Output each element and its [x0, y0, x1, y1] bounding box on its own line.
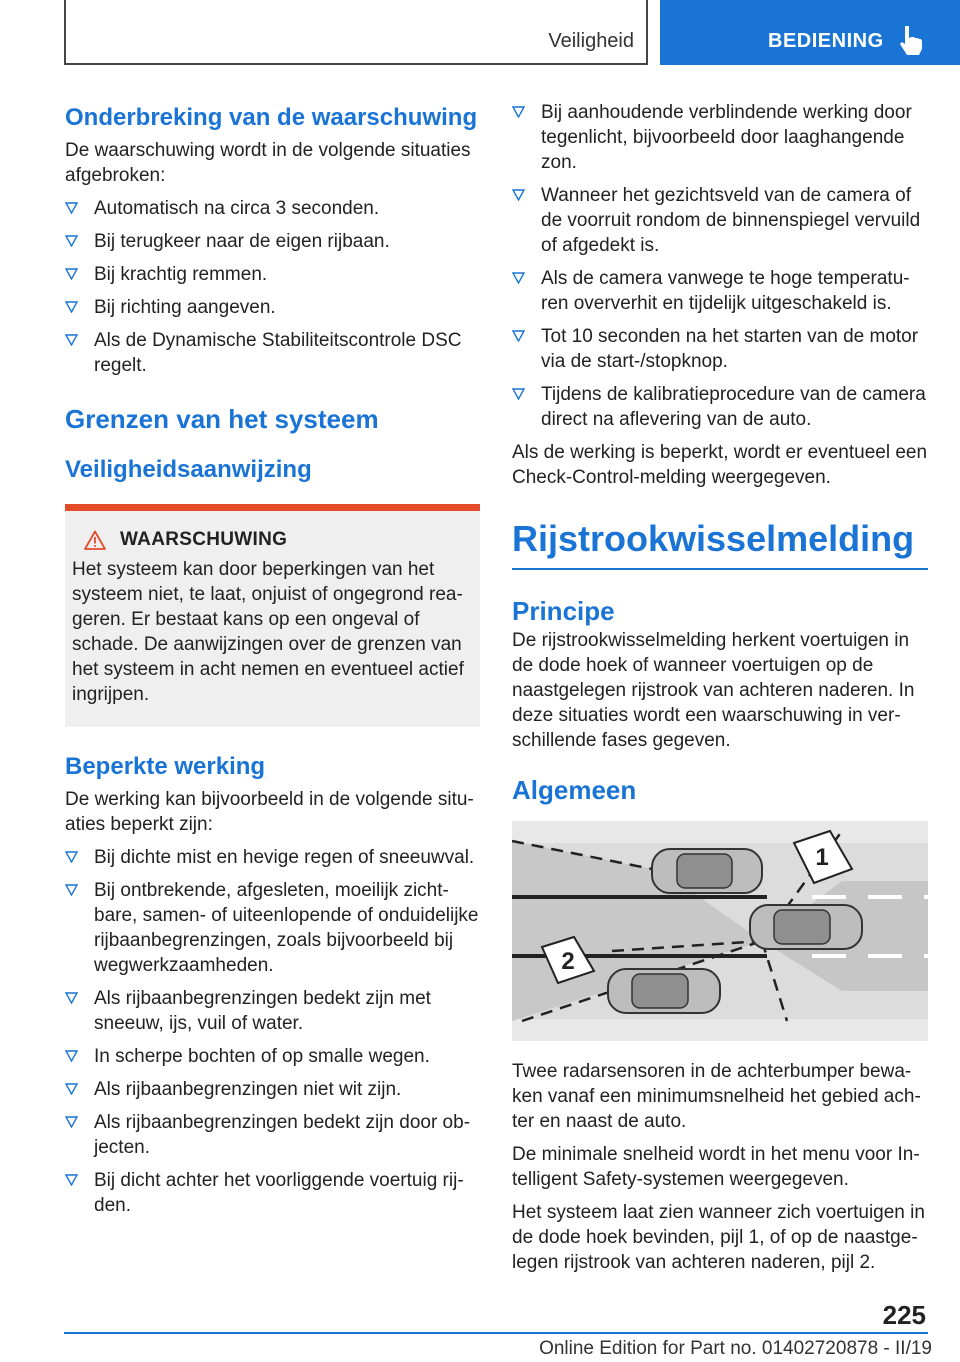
list-item-text: Bij krachtig remmen.: [94, 264, 268, 285]
text-radar: Twee radarsensoren in de achterbumper bewaken vanaf een minimumsnelheid het gebied achter en naast de auto.: [512, 1061, 921, 1132]
list-item: [65, 878, 480, 978]
blind-spot-figure: [512, 821, 928, 1041]
section-title: Veiligheid: [548, 30, 634, 52]
chapter-tab[interactable]: [660, 0, 960, 65]
left-column: [65, 100, 480, 1218]
warning-triangle-icon: [84, 530, 106, 550]
heading-principle: Principe: [512, 596, 615, 626]
bullet-triangle-icon: [65, 235, 78, 247]
text-principle: De rijstrookwisselmelding herkent voertuigen in de dode hoek of wanneer voertuigen op de naastgelegen rijstrook van achteren naderen. In deze situaties wordt een waarschuwing in verschillende fases gegeven.: [512, 630, 915, 751]
list-item-text: Bij dicht achter het voorliggende voertuig rijden.: [94, 1170, 464, 1216]
list-item-text: Als rijbaanbegrenzingen bedekt zijn met sneeuw, ijs, vuil of water.: [94, 988, 431, 1034]
warning-header: [72, 529, 472, 551]
heading-interrupt: Onderbreking van de waarschuwing: [65, 104, 478, 131]
list-item: [65, 262, 480, 287]
car-middle: [750, 905, 862, 949]
bullet-triangle-icon: [65, 1116, 78, 1128]
list-item-text: In scherpe bochten of op smalle wegen.: [94, 1046, 430, 1067]
car-bottom: [608, 969, 720, 1013]
list-interrupt: [65, 196, 480, 378]
list-item: [65, 1044, 480, 1069]
bullet-triangle-icon: [65, 851, 78, 863]
bullet-triangle-icon: [65, 202, 78, 214]
text-interrupt: De waarschuwing wordt in de volgende situaties afgebroken:: [65, 140, 471, 186]
heading-general: Algemeen: [512, 775, 637, 805]
list-item-text: Tijdens de kalibratieprocedure van de camera direct na aflevering van de auto.: [541, 384, 926, 430]
list-item: [512, 183, 928, 258]
list-item: [65, 295, 480, 320]
list-item-text: Tot 10 seconden na het starten van de motor via de start-/stopknop.: [541, 326, 919, 372]
list-item: [65, 1168, 480, 1218]
list-item: [512, 324, 928, 374]
bullet-triangle-icon: [512, 388, 525, 400]
list-item-text: Als rijbaanbegrenzingen bedekt zijn door objecten.: [94, 1112, 471, 1158]
warning-text: Het systeem kan door beperkingen van het systeem niet, te laat, onjuist of ongegrond reageren. Er bestaat kans op een ongeval of schade. De aanwijzingen over de grenzen van het systeem in acht nemen en eventueel actief ingrijpen.: [72, 559, 464, 705]
arrow-1-label: 1: [815, 844, 829, 871]
list-item-text: Wanneer het gezichtsveld van de camera of de voorruit rondom de binnenspiegel vervuild of afgedekt is.: [541, 185, 921, 256]
page-number: 225: [882, 1300, 926, 1330]
right-column: [512, 100, 928, 1275]
list-item: [65, 229, 480, 254]
heading-lane-change: Rijstrookwisselmelding: [512, 518, 915, 559]
list-item-text: Bij richting aangeven.: [94, 297, 276, 318]
chapter-tab-label: BEDIENING: [768, 30, 884, 52]
heading-safety: Veiligheidsaanwijzing: [65, 456, 312, 483]
arrow-2-label: 2: [561, 948, 575, 975]
list-item: [65, 845, 480, 870]
list-limited: [65, 845, 480, 1218]
bullet-triangle-icon: [65, 992, 78, 1004]
text-show: Het systeem laat zien wanneer zich voertuigen in de dode hoek bevinden, pijl 1, of op de naastgelegen rijstrook van achteren naderen, pijl 2.: [512, 1202, 925, 1273]
bullet-triangle-icon: [65, 301, 78, 313]
list-item-text: Als de Dynamische Stabiliteitscontrole DSC regelt.: [94, 330, 462, 376]
list-item: [512, 382, 928, 432]
heading-limits: Grenzen van het systeem: [65, 404, 379, 434]
warning-title: WAARSCHUWING: [120, 529, 288, 550]
footer-rule: [64, 1332, 928, 1334]
list-item-text: Als de camera vanwege te hoge temperaturen oververhit en tijdelijk uitgeschakeld is.: [541, 268, 910, 314]
bullet-triangle-icon: [65, 268, 78, 280]
list-item-text: Bij ontbrekende, afgesleten, moeilijk zichtbare, samen- of uiteenlopende of onduidelijke rijbaanbegrenzingen, zoals bijvoorbeeld bij wegwerkzaamheden.: [94, 880, 479, 976]
bullet-triangle-icon: [65, 1050, 78, 1062]
bullet-triangle-icon: [65, 884, 78, 896]
heading-limited: Beperkte werking: [65, 753, 266, 780]
header-box: [64, 0, 648, 65]
bullet-triangle-icon: [65, 1083, 78, 1095]
bullet-triangle-icon: [512, 330, 525, 342]
list-item: [512, 100, 928, 175]
footer-edition: Online Edition for Part no. 01402720878 - II/19: [539, 1338, 932, 1359]
car-top: [652, 849, 762, 893]
list-more: [512, 100, 928, 432]
bullet-triangle-icon: [65, 1174, 78, 1186]
text-speed: De minimale snelheid wordt in het menu voor Intelligent Safety-systemen weergegeven.: [512, 1144, 920, 1190]
bullet-triangle-icon: [512, 106, 525, 118]
list-item: [65, 1110, 480, 1160]
warning-box: [65, 504, 480, 727]
list-item-text: Bij dichte mist en hevige regen of sneeuwval.: [94, 847, 475, 868]
list-item: [65, 1077, 480, 1102]
pointing-hand-icon: [896, 24, 924, 56]
list-item: [512, 266, 928, 316]
bullet-triangle-icon: [65, 334, 78, 346]
text-check-control: Als de werking is beperkt, wordt er eventueel een Check-Control-melding weergegeven.: [512, 442, 928, 488]
list-item: [65, 328, 480, 378]
bullet-triangle-icon: [512, 272, 525, 284]
list-item-text: Bij terugkeer naar de eigen rijbaan.: [94, 231, 390, 252]
list-item-text: Bij aanhoudende verblindende werking door tegenlicht, bijvoorbeeld door laaghangende zon.: [541, 102, 912, 173]
bullet-triangle-icon: [512, 189, 525, 201]
list-item-text: Automatisch na circa 3 seconden.: [94, 198, 380, 219]
list-item-text: Als rijbaanbegrenzingen niet wit zijn.: [94, 1079, 402, 1100]
heading-lane-wrap: [512, 516, 928, 570]
list-item: [65, 986, 480, 1036]
list-item: [65, 196, 480, 221]
blind-spot-illustration: [512, 821, 928, 1041]
text-limited: De werking kan bijvoorbeeld in de volgende situaties beperkt zijn:: [65, 789, 474, 835]
